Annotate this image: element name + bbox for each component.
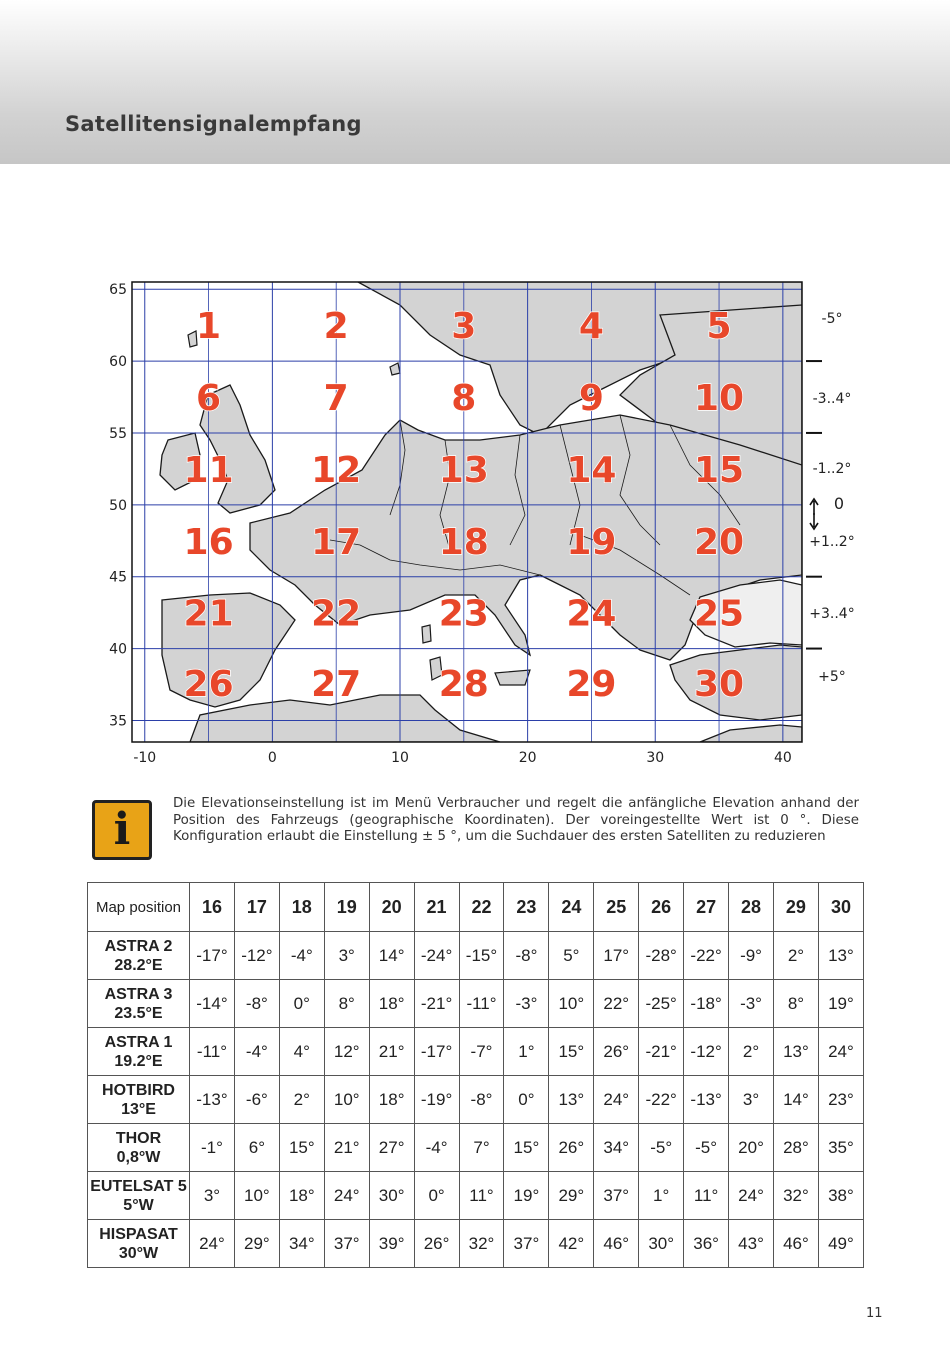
- column-header: 30: [818, 883, 863, 932]
- elevation-value: -11°: [190, 1028, 235, 1076]
- zone-number: 28: [438, 664, 489, 706]
- page-header: [0, 0, 950, 164]
- elevation-value: 10°: [234, 1172, 279, 1220]
- table-row: [88, 1220, 864, 1268]
- elevation-value: 13°: [773, 1028, 818, 1076]
- latitude-ticks: [109, 282, 127, 729]
- elevation-value: 15°: [549, 1028, 594, 1076]
- elevation-value: 15°: [504, 1124, 549, 1172]
- elevation-value: 34°: [594, 1124, 639, 1172]
- elevation-value: -22°: [684, 932, 729, 980]
- elevation-value: -17°: [414, 1028, 459, 1076]
- zone-number: 18: [438, 521, 489, 563]
- elevation-value: 14°: [369, 932, 414, 980]
- zone-number: 30: [693, 664, 745, 706]
- elevation-value: -28°: [639, 932, 684, 980]
- elevation-value: 21°: [324, 1124, 369, 1172]
- elevation-value: -24°: [414, 932, 459, 980]
- elevation-value: -9°: [729, 932, 774, 980]
- satellite-position: 19.2°E: [114, 1052, 163, 1070]
- corner-header: Map position: [88, 883, 190, 932]
- elevation-value: 46°: [594, 1220, 639, 1268]
- table-row: [88, 1028, 864, 1076]
- zone-number: 10: [693, 378, 745, 419]
- column-header: 25: [594, 883, 639, 932]
- elevation-value: 11°: [684, 1172, 729, 1220]
- zone-number: 6: [196, 378, 222, 419]
- satellite-cell: [88, 1028, 190, 1076]
- satellite-name: HISPASAT: [99, 1225, 178, 1243]
- elevation-value: 15°: [279, 1124, 324, 1172]
- column-header: 17: [234, 883, 279, 932]
- column-header: 16: [190, 883, 235, 932]
- elevation-value: 39°: [369, 1220, 414, 1268]
- zone-number: 21: [183, 593, 234, 635]
- latitude-tick-label: 35: [109, 713, 127, 730]
- info-text: Die Elevationseinstellung ist im Menü Verbraucher und regelt die anfängliche Elevation anhand der Position des Fahrzeugs (geographische Koordinaten). Der voreingestellte Wert ist 0 °. Diese Konfiguration erlaubt die Einstellung ± 5 °, um die Suchdauer des ersten Satelliten zu reduzieren: [173, 796, 859, 844]
- zone-number: 27: [311, 664, 362, 706]
- elevation-value: -13°: [684, 1076, 729, 1124]
- elevation-value: 14°: [773, 1076, 818, 1124]
- elevation-value: 30°: [639, 1220, 684, 1268]
- satellite-name: HOTBIRD: [102, 1081, 175, 1099]
- elevation-value: 10°: [324, 1076, 369, 1124]
- elevation-value: -4°: [234, 1028, 279, 1076]
- zone-number: 11: [183, 449, 234, 491]
- zone-number: 17: [311, 521, 362, 563]
- elevation-value: -18°: [684, 980, 729, 1028]
- column-header: 28: [729, 883, 774, 932]
- satellite-name: ASTRA 3: [104, 985, 173, 1003]
- elevation-value: -4°: [279, 932, 324, 980]
- zone-number: 7: [323, 378, 349, 419]
- zone-number: 19: [566, 521, 617, 563]
- elevation-value: -12°: [684, 1028, 729, 1076]
- satellite-position: 13°E: [121, 1100, 156, 1118]
- satellite-cell: [88, 980, 190, 1028]
- elevation-value: 24°: [594, 1076, 639, 1124]
- elevation-value: 43°: [729, 1220, 774, 1268]
- elevation-value: 29°: [234, 1220, 279, 1268]
- zone-number: 2: [323, 306, 349, 348]
- elevation-value: -14°: [190, 980, 235, 1028]
- info-glyph: i: [113, 804, 131, 855]
- elevation-value: -5°: [684, 1124, 729, 1172]
- elevation-value: 18°: [369, 980, 414, 1028]
- elevation-value: 6°: [234, 1124, 279, 1172]
- elevation-value: 26°: [594, 1028, 639, 1076]
- latitude-tick-label: 60: [109, 354, 127, 371]
- column-header: 24: [549, 883, 594, 932]
- elevation-value: 49°: [818, 1220, 863, 1268]
- elevation-value: -8°: [234, 980, 279, 1028]
- elevation-label: +1..2°: [809, 534, 855, 550]
- zone-number: 15: [693, 449, 745, 491]
- elevation-table: [87, 882, 864, 1268]
- satellite-position: 30°W: [118, 1244, 159, 1262]
- elevation-value: 8°: [324, 980, 369, 1028]
- zone-number: 5: [706, 306, 732, 348]
- down-arrow-icon: [810, 513, 818, 529]
- up-arrow-icon: [810, 499, 818, 515]
- elevation-value: 27°: [369, 1124, 414, 1172]
- elevation-value: -6°: [234, 1076, 279, 1124]
- satellite-name: ASTRA 1: [104, 1033, 173, 1051]
- elevation-value: 32°: [459, 1220, 504, 1268]
- longitude-tick-label: -10: [133, 750, 157, 765]
- satellite-cell: [88, 1076, 190, 1124]
- elevation-labels: [806, 311, 855, 685]
- elevation-value: -7°: [459, 1028, 504, 1076]
- elevation-value: 0°: [414, 1172, 459, 1220]
- elevation-value: 24°: [729, 1172, 774, 1220]
- elevation-value: -3°: [729, 980, 774, 1028]
- elevation-value: -4°: [414, 1124, 459, 1172]
- elevation-value: 11°: [459, 1172, 504, 1220]
- elevation-value: 1°: [639, 1172, 684, 1220]
- satellite-cell: [88, 1220, 190, 1268]
- elevation-value: 30°: [369, 1172, 414, 1220]
- longitude-tick-label: 30: [646, 750, 665, 765]
- elevation-value: 37°: [504, 1220, 549, 1268]
- table-header-row: [88, 883, 864, 932]
- column-header: 26: [639, 883, 684, 932]
- elevation-value: 0°: [504, 1076, 549, 1124]
- map-svg: [100, 275, 860, 765]
- elevation-value: 35°: [818, 1124, 863, 1172]
- zone-number: 8: [451, 378, 477, 419]
- elevation-value: 8°: [773, 980, 818, 1028]
- satellite-position: 5°W: [123, 1196, 154, 1214]
- column-header: 18: [279, 883, 324, 932]
- elevation-value: -1°: [190, 1124, 235, 1172]
- elevation-value: 18°: [369, 1076, 414, 1124]
- elevation-value: 37°: [324, 1220, 369, 1268]
- latitude-tick-label: 50: [109, 497, 127, 514]
- zone-number: 26: [183, 664, 234, 706]
- elevation-value: 19°: [504, 1172, 549, 1220]
- zone-number: 24: [566, 593, 617, 635]
- column-header: 23: [504, 883, 549, 932]
- elevation-value: -3°: [504, 980, 549, 1028]
- elevation-value: 24°: [324, 1172, 369, 1220]
- elevation-value: 20°: [729, 1124, 774, 1172]
- elevation-label: +5°: [818, 669, 846, 685]
- elevation-value: 24°: [190, 1220, 235, 1268]
- satellite-name: THOR: [115, 1129, 162, 1147]
- elevation-label: -3..4°: [812, 391, 852, 407]
- longitude-ticks: [133, 750, 791, 765]
- table-body: [88, 932, 864, 1268]
- elevation-value: -8°: [459, 1076, 504, 1124]
- satellite-position: 23.5°E: [114, 1004, 163, 1022]
- elevation-value: 3°: [190, 1172, 235, 1220]
- zone-number: 9: [578, 378, 604, 419]
- elevation-value: -8°: [504, 932, 549, 980]
- satellite-name: ASTRA 2: [104, 937, 173, 955]
- zone-number: 16: [183, 521, 234, 563]
- elevation-value: -12°: [234, 932, 279, 980]
- elevation-value: 28°: [773, 1124, 818, 1172]
- elevation-value: -25°: [639, 980, 684, 1028]
- column-header: 19: [324, 883, 369, 932]
- elevation-value: 7°: [459, 1124, 504, 1172]
- elevation-value: -21°: [414, 980, 459, 1028]
- elevation-value: 2°: [279, 1076, 324, 1124]
- satellite-cell: [88, 932, 190, 980]
- longitude-tick-label: 40: [773, 750, 792, 765]
- elevation-value: 26°: [549, 1124, 594, 1172]
- latitude-tick-label: 65: [109, 282, 127, 299]
- europe-zone-map: [100, 275, 860, 765]
- elevation-value: -17°: [190, 932, 235, 980]
- elevation-value: 38°: [818, 1172, 863, 1220]
- latitude-tick-label: 45: [109, 569, 127, 586]
- zone-number: 29: [566, 664, 617, 706]
- elevation-value: -22°: [639, 1076, 684, 1124]
- elevation-value: -15°: [459, 932, 504, 980]
- zone-number: 22: [311, 593, 362, 635]
- elevation-label: 0: [833, 494, 845, 513]
- elevation-value: 32°: [773, 1172, 818, 1220]
- elevation-value: 4°: [279, 1028, 324, 1076]
- table-row: [88, 980, 864, 1028]
- elevation-value: 2°: [773, 932, 818, 980]
- elevation-value: 13°: [818, 932, 863, 980]
- elevation-value: 10°: [549, 980, 594, 1028]
- elevation-value: 22°: [594, 980, 639, 1028]
- elevation-value: 19°: [818, 980, 863, 1028]
- column-header: 27: [684, 883, 729, 932]
- elevation-value: 24°: [818, 1028, 863, 1076]
- elevation-value: -13°: [190, 1076, 235, 1124]
- elevation-value: 17°: [594, 932, 639, 980]
- table-row: [88, 932, 864, 980]
- elevation-value: 46°: [773, 1220, 818, 1268]
- zone-number: 14: [566, 449, 617, 491]
- elevation-value: -21°: [639, 1028, 684, 1076]
- longitude-tick-label: 0: [267, 750, 277, 765]
- table-row: [88, 1124, 864, 1172]
- latitude-tick-label: 55: [109, 425, 127, 442]
- elevation-value: 0°: [279, 980, 324, 1028]
- elevation-value: 2°: [729, 1028, 774, 1076]
- elevation-value: -5°: [639, 1124, 684, 1172]
- column-header: 21: [414, 883, 459, 932]
- elevation-label: -1..2°: [812, 461, 852, 477]
- elevation-value: 34°: [279, 1220, 324, 1268]
- column-header: 20: [369, 883, 414, 932]
- table-row: [88, 1172, 864, 1220]
- satellite-cell: [88, 1124, 190, 1172]
- zone-number: 25: [693, 593, 745, 635]
- info-icon: [92, 800, 152, 860]
- table-row: [88, 1076, 864, 1124]
- latitude-tick-label: 40: [109, 641, 127, 658]
- satellite-position: 0,8°W: [116, 1148, 161, 1166]
- zone-number: 12: [311, 449, 362, 491]
- elevation-value: -11°: [459, 980, 504, 1028]
- elevation-value: 12°: [324, 1028, 369, 1076]
- elevation-value: -19°: [414, 1076, 459, 1124]
- zone-number: 13: [438, 449, 489, 491]
- column-header: 29: [773, 883, 818, 932]
- satellite-name: EUTELSAT 5: [90, 1177, 187, 1195]
- elevation-value: 13°: [549, 1076, 594, 1124]
- page-number: 11: [866, 1306, 883, 1321]
- elevation-value: 18°: [279, 1172, 324, 1220]
- longitude-tick-label: 10: [391, 750, 409, 765]
- elevation-value: 3°: [324, 932, 369, 980]
- satellite-cell: [88, 1172, 190, 1220]
- elevation-value: 3°: [729, 1076, 774, 1124]
- elevation-label: -5°: [821, 311, 843, 327]
- column-header: 22: [459, 883, 504, 932]
- elevation-label: +3..4°: [809, 606, 855, 622]
- elevation-value: 42°: [549, 1220, 594, 1268]
- elevation-value: 23°: [818, 1076, 863, 1124]
- elevation-value: 29°: [549, 1172, 594, 1220]
- elevation-value: 5°: [549, 932, 594, 980]
- elevation-value: 37°: [594, 1172, 639, 1220]
- page-title: Satellitensignalempfang: [65, 112, 362, 136]
- elevation-value: 36°: [684, 1220, 729, 1268]
- zone-number: 23: [438, 593, 489, 635]
- elevation-value: 21°: [369, 1028, 414, 1076]
- longitude-tick-label: 20: [518, 750, 537, 765]
- elevation-value: 26°: [414, 1220, 459, 1268]
- zone-number: 3: [451, 306, 477, 348]
- satellite-position: 28.2°E: [114, 956, 163, 974]
- zone-number: 20: [693, 521, 745, 563]
- zone-number: 1: [196, 306, 222, 348]
- zone-number: 4: [578, 306, 604, 348]
- elevation-value: 1°: [504, 1028, 549, 1076]
